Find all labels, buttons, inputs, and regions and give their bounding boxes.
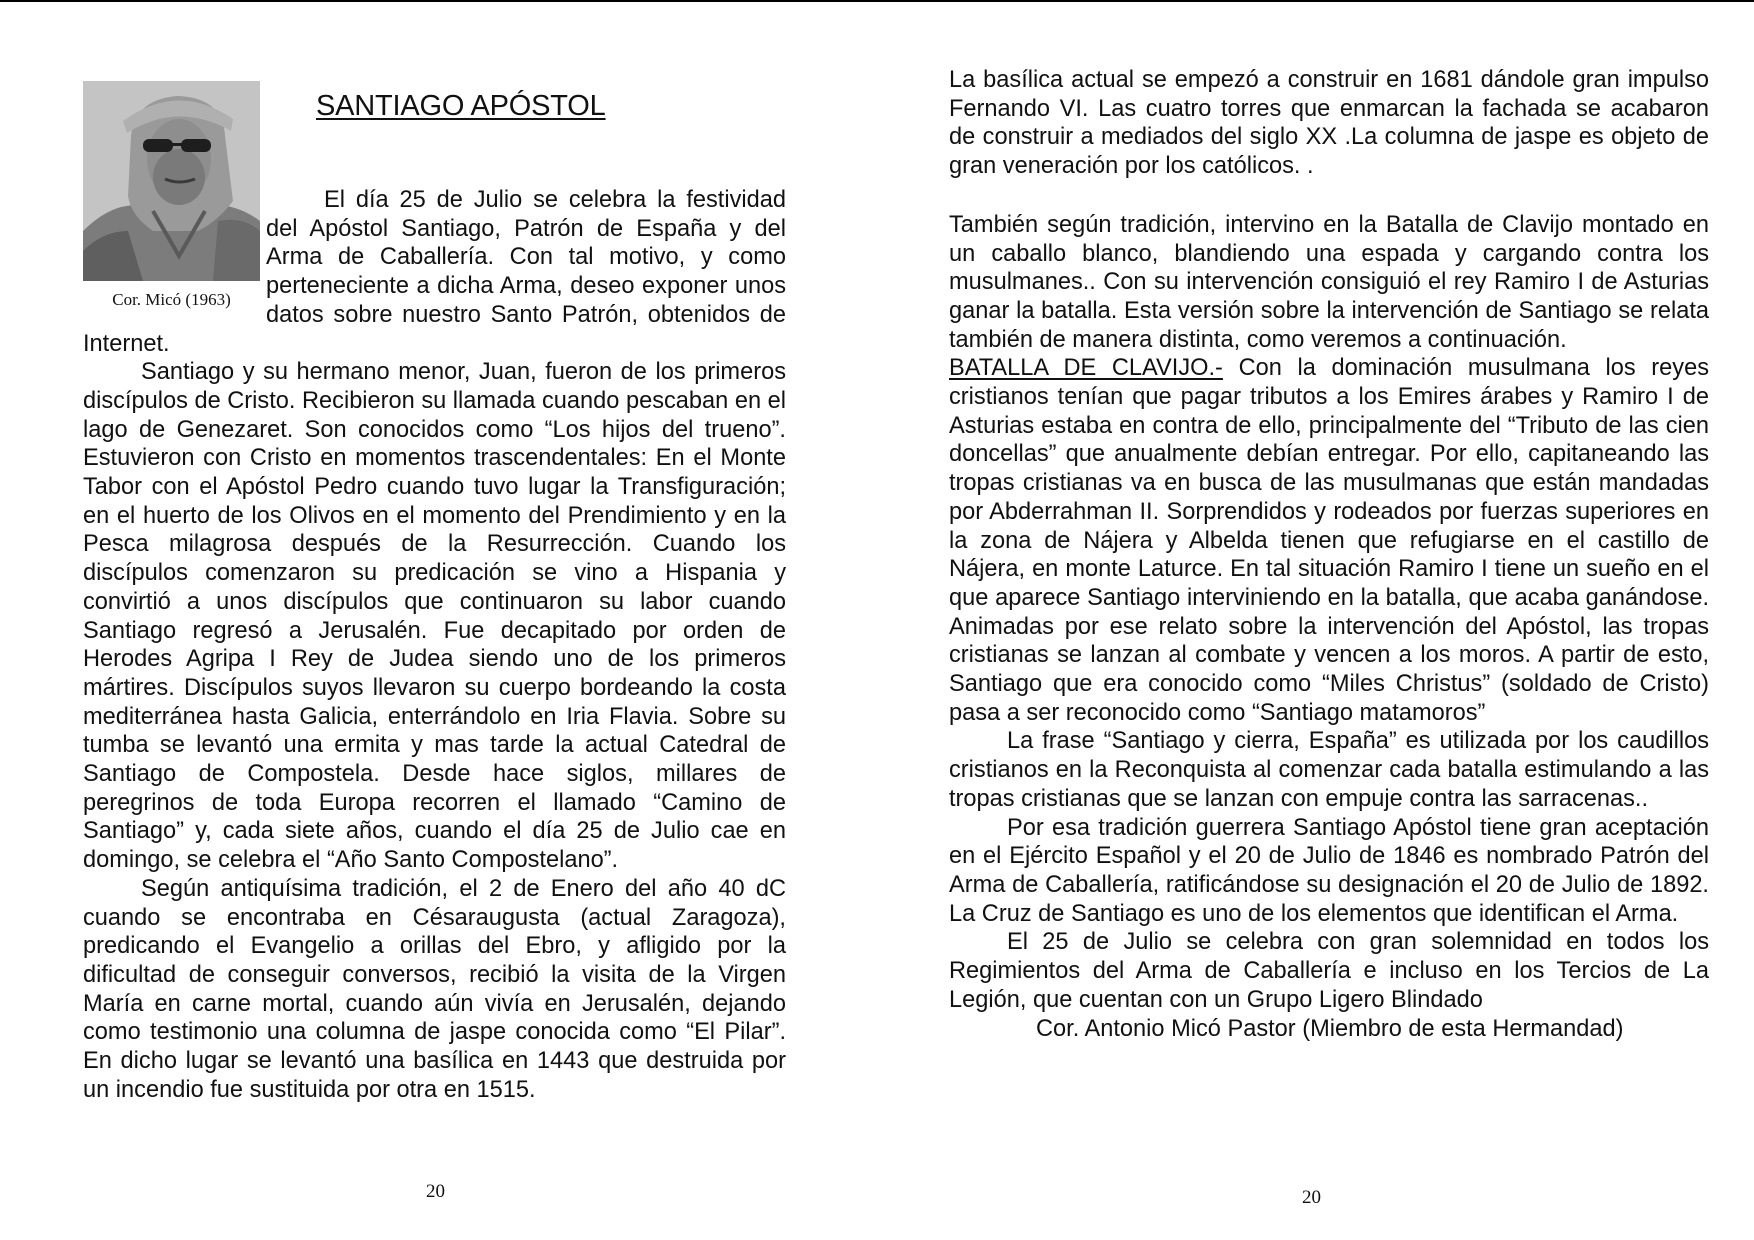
right-paragraph-basilica: La basílica actual se empezó a construir en 1681 dándole gran impulso Fernando VI. Las cuatro torres que enmarcan la fachada se acabaron de construir a mediados del siglo XX .La columna de jaspe es objeto de gran veneración por los católicos. . xyxy=(949,67,1709,180)
left-paragraph-2: Santiago y su hermano menor, Juan, fueron de los primeros discípulos de Cristo. Recibieron su llamada cuando pescaban en el lago de Genezaret. Son conocidos como “Los hijos del trueno”. Estuvieron con Cristo en momentos trascendentales: En el Monte Tabor con el Apóstol Pedro cuando tuvo lugar la Transfiguración; en el huerto de los Olivos en el momento del Prendimiento y en la Pesca milagrosa después de la Resurrección. Cuando los discípulos comenzaron su predicación se vino a Hispania y convirtió a unos discípulos que continuaron su labor cuando Santiago regresó a Jerusalén. Fue decapitado por orden de Herodes Agripa I Rey de Judea siendo uno de los primeros mártires. Discípulos suyos llevaron su cuerpo bordeando la costa mediterránea hasta Galicia, enterrándolo en Iria Flavia. Sobre su tumba se levantó una ermita y mas tarde la actual Catedral de Santiago de Compostela. Desde hace siglos, millares de peregrinos de toda Europa recorren el llamado “Camino de Santiago” y, cada siete años, cuando el día 25 de Julio cae en domingo, se celebra el “Año Santo Compostelano”. xyxy=(83,359,786,874)
photo-caption: Cor. Micó (1963) xyxy=(112,290,231,309)
left-page-body xyxy=(83,186,786,1105)
author-photo-block xyxy=(83,81,266,311)
right-paragraph-celebration: El 25 de Julio se celebra con gran solemnidad en todos los Regimientos del Arma de Caballería e incluso en los Tercios de La Legión, que cuentan con un Grupo Ligero Blindado xyxy=(949,929,1709,1013)
left-paragraph-3: Según antiquísima tradición, el 2 de Enero del año 40 dC cuando se encontraba en Césaraugusta (actual Zaragoza), predicando el Evangelio a orillas del Ebro, y afligido por la dificultad de conseguir conversos, recibió la visita de la Virgen María en carne mortal, cuando aún vivía en Jerusalén, dejando como testimonio una columna de jaspe conocida como “El Pilar”. En dicho lugar se levantó una basílica en 1443 que destruida por un incendio fue sustituida por otra en 1515. xyxy=(83,875,786,1103)
left-page-number: 20 xyxy=(426,1181,445,1202)
left-paragraph-1: El día 25 de Julio se celebra la festividad del Apóstol Santiago, Patrón de España y del Arma de Caballería. Con tal motivo, y como perteneciente a dicha Arma, deseo exponer unos datos sobre nuestro Santo Patrón, obtenidos de Internet. xyxy=(83,187,786,357)
clavijo-heading: BATALLA DE CLAVIJO.- xyxy=(949,355,1223,382)
author-portrait-image xyxy=(83,81,260,281)
right-paragraph-clavijo-intro: También según tradición, intervino en la Batalla de Clavijo montado en un caballo blanco, blandiendo una espada y cargando contra los musulmanes.. Con su intervención consiguió el rey Ramiro I de Asturias ganar la batalla. Esta versión sobre la intervención de Santiago se relata también de manera distinta, como veremos a continuación. xyxy=(949,211,1709,353)
right-paragraph-patron: Por esa tradición guerrera Santiago Apóstol tiene gran aceptación en el Ejército Español y el 20 de Julio de 1846 es nombrado Patrón del Arma de Caballería, ratificándose su designación el 20 de Julio de 1892. La Cruz de Santiago es uno de los elementos que identifican el Arma. xyxy=(949,814,1709,927)
right-paragraph-santiago-y-cierra: La frase “Santiago y cierra, España” es utilizada por los caudillos cristianos en la Reconquista al comenzar cada batalla estimulando a las tropas cristianas que se lanzan con empuje contra las sarracenas.. xyxy=(949,728,1709,812)
right-page-body xyxy=(949,66,1709,1043)
author-signature: Cor. Antonio Micó Pastor (Miembro de esta Hermandad) xyxy=(1036,1015,1624,1042)
right-paragraph-clavijo xyxy=(949,354,1709,727)
top-border-line xyxy=(0,0,1754,2)
clavijo-text: Con la dominación musulmana los reyes cristianos tenían que pagar tributos a los Emires árabes y Ramiro I de Asturias estaba en contra de ello, principalmente del “Tributo de las cien doncellas” que anualmente debían entregar. Por ello, capitaneando las tropas cristianas va en busca de las musulmanas que están mandadas por Abderrahman II. Sorprendidos y rodeados por fuerzas superiores en la zona de Nájera y Albelda tienen que refugiarse en el castillo de Nájera, en monte Laturce. En tal situación Ramiro I tiene un sueño en el que aparece Santiago interviniendo en la batalla, que acaba ganándose. Animadas por ese relato sobre la intervención del Apóstol, las tropas cristianas se lanzan al combate y vencen a los moros. A partir de esto, Santiago que era conocido como “Miles Christus” (soldado de Cristo) pasa a ser reconocido como “Santiago matamoros” xyxy=(949,355,1710,726)
right-page-number: 20 xyxy=(1302,1187,1321,1208)
paragraph-spacer xyxy=(949,181,1709,211)
page-title: SANTIAGO APÓSTOL xyxy=(316,90,606,122)
author-photo xyxy=(83,81,260,281)
